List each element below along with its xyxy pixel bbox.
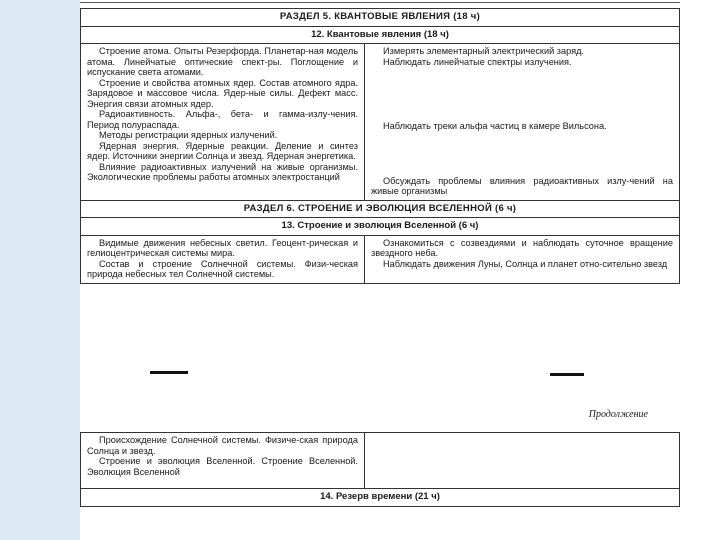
content-cell	[81, 433, 365, 489]
content-paragraph: Ядерная энергия. Ядерные реакции. Деление и синтез ядер. Источники энергии Солнца и звезд. Ядерная энергетика.	[87, 140, 358, 161]
content-paragraph: Строение атома. Опыты Резерфорда. Планетар-ная модель атома. Линейчатые оптические спект-ры. Поглощение и испускание света атомами.	[87, 46, 358, 77]
table-row	[81, 235, 680, 283]
top-rule	[80, 2, 680, 3]
scan-artifact	[550, 373, 584, 376]
content-paragraph: Строение и свойства атомных ядер. Состав атомного ядра. Зарядовое и массовое числа. Ядер-ные силы. Дефект масс. Энергия связи атомных ядер.	[87, 77, 358, 109]
document-page	[80, 0, 688, 540]
activities-cell	[365, 44, 680, 201]
activities-cell	[365, 433, 680, 489]
curriculum-table-top	[80, 8, 680, 284]
activity-paragraph: Ознакомиться с созвездиями и наблюдать суточное вращение звездного неба.	[371, 237, 673, 258]
content-paragraph: Методы регистрации ядерных излучений.	[99, 130, 278, 140]
continuation-label: Продолжение	[588, 409, 648, 420]
table-row	[81, 44, 680, 201]
table-row	[81, 433, 680, 489]
activity-paragraph: Наблюдать треки альфа частиц в камере Вильсона.	[383, 121, 607, 131]
content-paragraph: Строение и эволюция Вселенной. Строение Вселенной. Эволюция Вселенной	[87, 456, 358, 477]
section-6-header: РАЗДЕЛ 6. СТРОЕНИЕ И ЭВОЛЮЦИЯ ВСЕЛЕННОЙ (6 ч)	[81, 200, 680, 218]
content-cell	[81, 235, 365, 283]
curriculum-table-bottom	[80, 432, 680, 507]
activity-paragraph: Обсуждать проблемы влияния радиоактивных излу-чений на живые организмы	[371, 175, 673, 196]
activity-paragraph: Наблюдать движения Луны, Солнца и планет отно-сительно звезд	[383, 258, 668, 269]
activity-paragraph: Измерять элементарный электрический заряд.	[383, 46, 584, 56]
content-paragraph: Влияние радиоактивных излучений на живые организмы. Экологические проблемы работы атомных электростанций	[87, 161, 358, 182]
topic-13-header: 13. Строение и эволюция Вселенной (6 ч)	[81, 218, 680, 236]
content-paragraph: Видимые движения небесных светил. Геоцент-рическая и гелиоцентрическая системы мира.	[87, 237, 358, 258]
scan-artifact	[150, 371, 188, 374]
content-paragraph: Происхождение Солнечной системы. Физиче-ская природа Солнца и звезд.	[87, 435, 358, 456]
activities-cell	[365, 235, 680, 283]
topic-14-header: 14. Резерв времени (21 ч)	[81, 489, 680, 507]
activity-paragraph: Наблюдать линейчатые спектры излучения.	[383, 56, 572, 67]
content-paragraph: Состав и строение Солнечной системы. Физи-ческая природа небесных тел Солнечной системы.	[87, 258, 358, 279]
content-cell	[81, 44, 365, 201]
topic-12-header: 12. Квантовые явления (18 ч)	[81, 26, 680, 44]
section-5-header: РАЗДЕЛ 5. КВАНТОВЫЕ ЯВЛЕНИЯ (18 ч)	[81, 9, 680, 27]
content-paragraph: Радиоактивность. Альфа-, бета- и гамма-излу-чения. Период полураспада.	[87, 109, 358, 130]
left-margin-band	[0, 0, 80, 540]
